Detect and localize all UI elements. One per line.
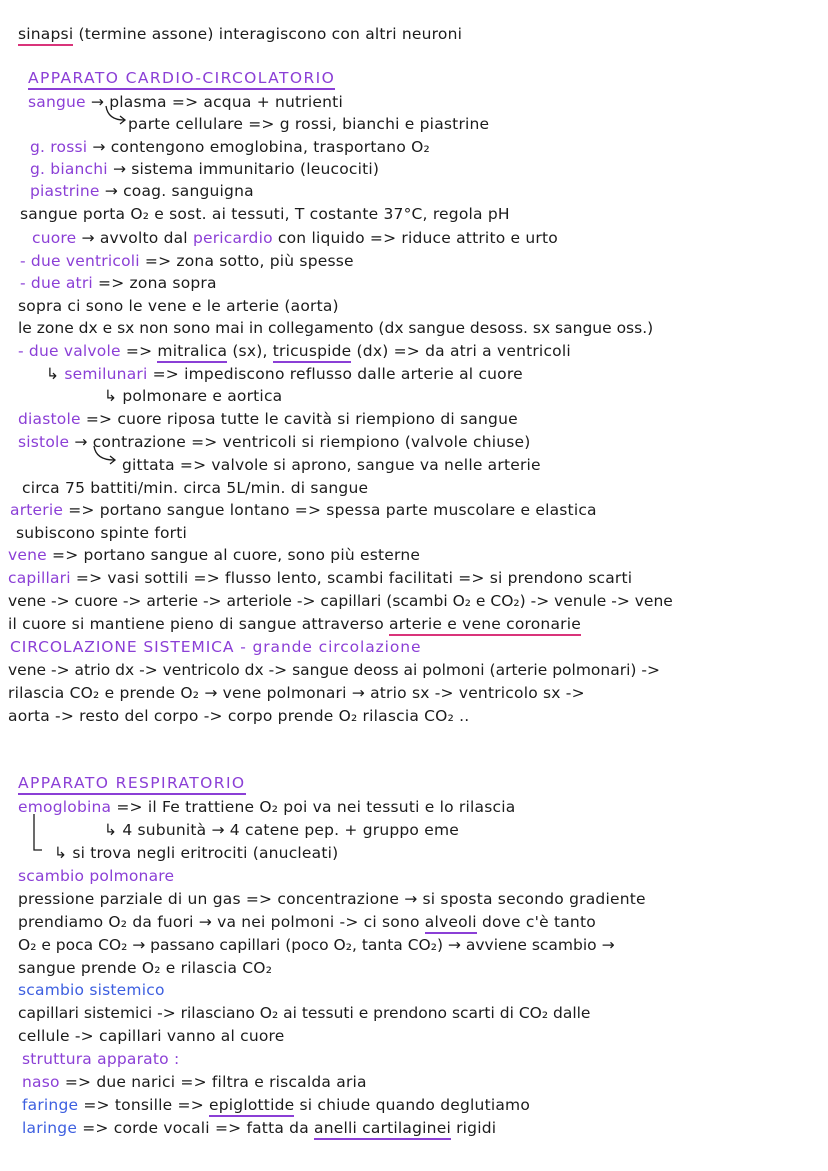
section-title-cardio: APPARATO CARDIO-CIRCOLATORIO xyxy=(28,68,335,88)
note-line-scambio: O₂ e poca CO₂ → passano capillari (poco O₂, tanta CO₂) → avviene scambio → xyxy=(18,936,615,954)
note-line-capillari-sistemici: capillari sistemici -> rilasciano O₂ ai tessuti e prendono scarti di CO₂ dalle xyxy=(18,1004,591,1022)
note-line-parte-cellulare: parte cellulare => g rossi, bianchi e piastrine xyxy=(128,115,490,133)
note-line-spinte: subiscono spinte forti xyxy=(16,524,188,542)
note-line-sinapsi: sinapsi (termine assone) interagiscono con altri neuroni xyxy=(18,24,462,44)
note-line-subunita: ↳ 4 subunità → 4 catene pep. + gruppo eme xyxy=(104,821,459,839)
note-line-sistole: sistole → contrazione => ventricoli si riempiono (valvole chiuse) xyxy=(18,433,531,451)
subsection-title-struttura: struttura apparato : xyxy=(22,1050,180,1068)
note-line-globuli-rossi: g. rossi → contengono emoglobina, trasportano O₂ xyxy=(30,138,430,156)
note-line-vene-arterie: sopra ci sono le vene e le arterie (aorta) xyxy=(18,297,339,315)
note-line-alveoli: prendiamo O₂ da fuori → va nei polmoni -> ci sono alveoli dove c'è tanto xyxy=(18,912,596,932)
note-line-cuore: cuore → avvolto dal pericardio con liquido => riduce attrito e urto xyxy=(32,229,558,247)
note-line-eritrociti: ↳ si trova negli eritrociti (anucleati) xyxy=(54,844,339,862)
note-line-zone: le zone dx e sx non sono mai in collegamento (dx sangue desoss. sx sangue oss.) xyxy=(18,319,654,337)
note-line-sangue-prende: sangue prende O₂ e rilascia CO₂ xyxy=(18,959,273,977)
note-line-polmonare-aortica: ↳ polmonare e aortica xyxy=(104,387,283,405)
note-line-circolazione-3: aorta -> resto del corpo -> corpo prende O₂ rilascia CO₂ .. xyxy=(8,707,470,725)
note-line-emoglobina: emoglobina => il Fe trattiene O₂ poi va nei tessuti e lo rilascia xyxy=(18,798,516,816)
note-line-vene: vene => portano sangue al cuore, sono più esterne xyxy=(8,546,421,564)
note-line-coronarie: il cuore si mantiene pieno di sangue attraverso arterie e vene coronarie xyxy=(8,614,581,634)
note-line-percorso-sangue: vene -> cuore -> arterie -> arteriole -> capillari (scambi O₂ e CO₂) -> venule -> vene xyxy=(8,592,673,610)
note-line-naso: naso => due narici => filtra e riscalda aria xyxy=(22,1073,367,1091)
note-line-battiti: circa 75 battiti/min. circa 5L/min. di sangue xyxy=(22,479,369,497)
note-line-sangue: sangue → plasma => acqua + nutrienti xyxy=(28,93,343,111)
note-line-gittata: gittata => valvole si aprono, sangue va nelle arterie xyxy=(122,456,541,474)
branch-arrow-icon xyxy=(104,104,128,126)
note-line-sangue-porta: sangue porta O₂ e sost. ai tessuti, T costante 37°C, regola pH xyxy=(20,205,510,223)
note-line-cellule: cellule -> capillari vanno al cuore xyxy=(18,1027,285,1045)
note-line-laringe: laringe => corde vocali => fatta da anelli cartilaginei rigidi xyxy=(22,1118,496,1138)
subsection-title-circolazione: CIRCOLAZIONE SISTEMICA - grande circolazione xyxy=(10,638,422,656)
subsection-title-scambio-sistemico: scambio sistemico xyxy=(18,981,165,999)
bracket-arrow-icon xyxy=(30,812,54,858)
note-line-pressione: pressione parziale di un gas => concentrazione → si sposta secondo gradiente xyxy=(18,890,646,908)
note-line-piastrine: piastrine → coag. sanguigna xyxy=(30,182,254,200)
branch-arrow-icon xyxy=(92,444,120,466)
section-title-respiratorio: APPARATO RESPIRATORIO xyxy=(18,773,246,793)
note-line-diastole: diastole => cuore riposa tutte le cavità si riempiono di sangue xyxy=(18,410,518,428)
note-line-arterie: arterie => portano sangue lontano => spessa parte muscolare e elastica xyxy=(10,501,597,519)
note-line-globuli-bianchi: g. bianchi → sistema immunitario (leucociti) xyxy=(30,160,380,178)
subsection-title-scambio-polmonare: scambio polmonare xyxy=(18,867,175,885)
note-line-circolazione-2: rilascia CO₂ e prende O₂ → vene polmonari → atrio sx -> ventricolo sx -> xyxy=(8,684,585,702)
note-line-atri: - due atri => zona sopra xyxy=(20,274,217,292)
note-line-semilunari: ↳ semilunari => impediscono reflusso dalle arterie al cuore xyxy=(46,365,523,383)
note-line-faringe: faringe => tonsille => epiglottide si chiude quando deglutiamo xyxy=(22,1095,530,1115)
note-line-circolazione-1: vene -> atrio dx -> ventricolo dx -> sangue deoss ai polmoni (arterie polmonari) -> xyxy=(8,661,660,679)
note-line-ventricoli: - due ventricoli => zona sotto, più spesse xyxy=(20,252,354,270)
note-line-capillari: capillari => vasi sottili => flusso lento, scambi facilitati => si prendono scarti xyxy=(8,569,633,587)
note-line-valvole: - due valvole => mitralica (sx), tricuspide (dx) => da atri a ventricoli xyxy=(18,341,571,361)
